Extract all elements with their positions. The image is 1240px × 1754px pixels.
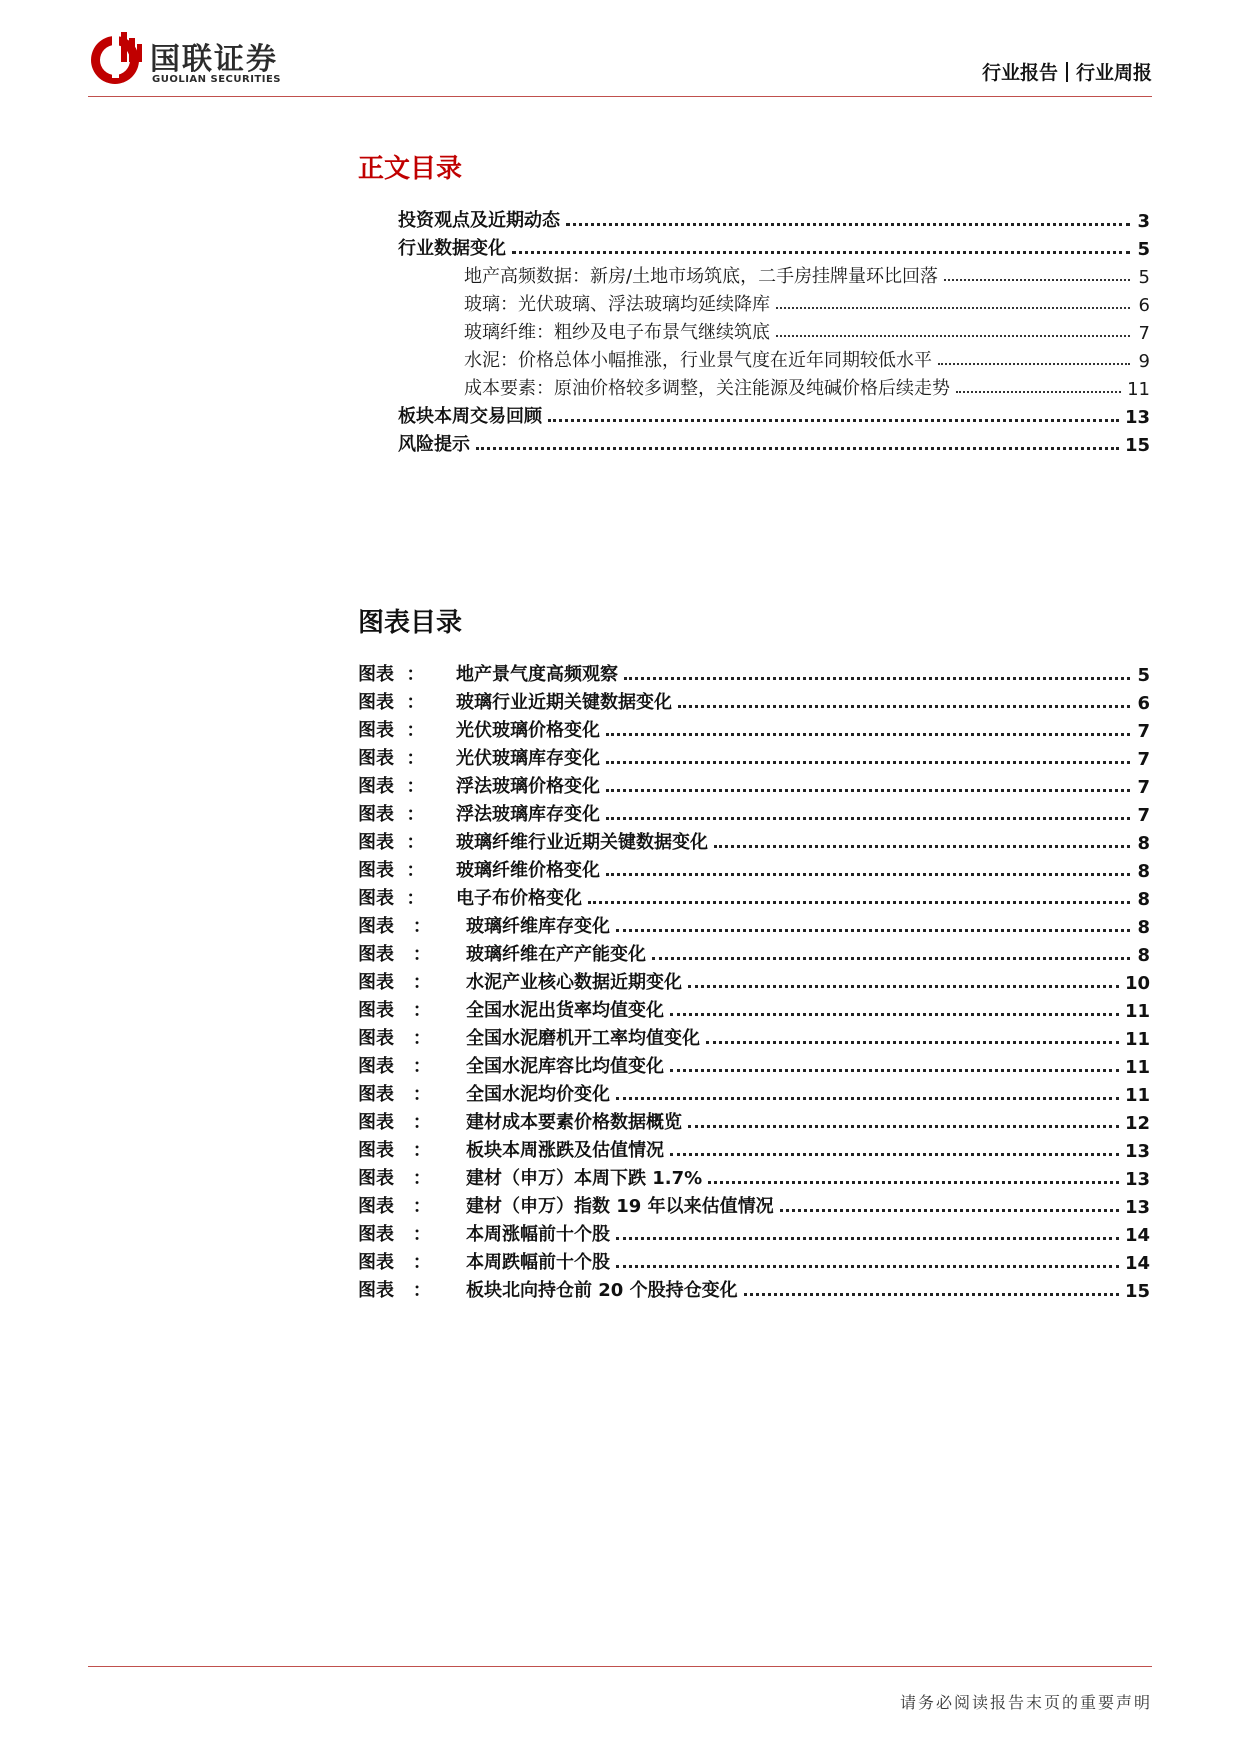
toc-leader <box>776 287 1130 309</box>
figure-entry[interactable] <box>358 770 1150 798</box>
figure-entry-title: 玻璃行业近期关键数据变化 <box>456 692 672 713</box>
figure-entry-page: 12 <box>1124 1113 1150 1134</box>
toc-entry-page: 5 <box>1138 267 1150 288</box>
figure-entry-title: 全国水泥出货率均值变化 <box>466 1000 664 1021</box>
figure-entry[interactable] <box>358 910 1150 938</box>
toc-leader <box>606 853 1130 876</box>
toc-leader <box>714 825 1130 848</box>
toc-leader <box>624 657 1130 680</box>
figure-entry[interactable] <box>358 686 1150 714</box>
toc-subentry[interactable] <box>398 316 1150 344</box>
figure-entry-title: 浮法玻璃价格变化 <box>456 776 600 797</box>
figure-entry-page: 8 <box>1137 833 1150 854</box>
toc-entry[interactable] <box>398 204 1150 232</box>
figure-entry-page: 5 <box>1137 665 1150 686</box>
figure-label: 图表 ： <box>358 944 431 965</box>
toc-leader <box>652 937 1130 960</box>
toc-entry-page: 13 <box>1124 407 1150 428</box>
figure-entry[interactable] <box>358 1274 1150 1302</box>
figure-label: 图表 ： <box>358 720 425 741</box>
toc-leader <box>670 993 1119 1016</box>
figure-entry-title: 建材（申万）本周下跌 1.7% <box>466 1168 703 1189</box>
figure-entry[interactable] <box>358 966 1150 994</box>
toc-leader <box>780 1189 1119 1212</box>
figure-entry-title: 玻璃纤维库存变化 <box>466 916 610 937</box>
figure-entry[interactable] <box>358 1078 1150 1106</box>
figure-entry[interactable] <box>358 1022 1150 1050</box>
figure-entry[interactable] <box>358 1190 1150 1218</box>
figure-entry-title: 建材成本要素价格数据概览 <box>466 1112 682 1133</box>
toc-leader <box>744 1273 1119 1296</box>
guolian-logo <box>88 30 328 92</box>
toc-leader <box>944 259 1130 281</box>
figure-label: 图表 ： <box>358 972 431 993</box>
figure-label: 图表 ： <box>358 776 425 797</box>
figure-entry-page: 8 <box>1137 945 1150 966</box>
header-divider <box>88 96 1152 97</box>
figure-entry-page: 7 <box>1137 721 1150 742</box>
figure-entry[interactable] <box>358 742 1150 770</box>
figure-label: 图表 ： <box>358 1056 431 1077</box>
toc-leader <box>606 769 1130 792</box>
toc-entry-title: 地产高频数据：新房/土地市场筑底，二手房挂牌量环比回落 <box>464 266 939 287</box>
figure-label: 图表 ： <box>358 692 425 713</box>
toc-leader <box>616 909 1130 932</box>
figure-entry[interactable] <box>358 714 1150 742</box>
figure-entry[interactable] <box>358 1106 1150 1134</box>
main-toc <box>398 204 1150 456</box>
figure-entry-title: 板块本周涨跌及估值情况 <box>466 1140 664 1161</box>
toc-leader <box>588 881 1130 904</box>
figure-entry-title: 全国水泥均价变化 <box>466 1084 610 1105</box>
report-category: 行业报告 <box>981 62 1058 84</box>
figure-label: 图表 ： <box>358 804 425 825</box>
figure-label: 图表 ： <box>358 1140 431 1161</box>
figure-entry-page: 10 <box>1124 973 1150 994</box>
figure-label: 图表 ： <box>358 916 431 937</box>
toc-entry[interactable] <box>398 400 1150 428</box>
main-toc-title: 正文目录 <box>358 154 463 184</box>
toc-entry-page: 6 <box>1138 295 1150 316</box>
figure-entry-title: 本周跌幅前十个股 <box>466 1252 610 1273</box>
figure-entry-page: 8 <box>1137 861 1150 882</box>
page-header <box>0 0 1240 100</box>
figure-label: 图表 ： <box>358 860 425 881</box>
figure-entry[interactable] <box>358 826 1150 854</box>
toc-leader <box>938 343 1130 365</box>
toc-leader <box>776 315 1130 337</box>
figure-entry-page: 15 <box>1124 1281 1150 1302</box>
toc-entry-title: 投资观点及近期动态 <box>398 210 560 231</box>
figure-label: 图表 ： <box>358 748 425 769</box>
figure-label: 图表 ： <box>358 1028 431 1049</box>
figure-entry[interactable] <box>358 854 1150 882</box>
toc-leader <box>688 1105 1119 1128</box>
figure-entry-page: 14 <box>1124 1253 1150 1274</box>
logo-en-text: GUOLIAN SECURITIES <box>152 74 281 85</box>
logo-cn-text: 国联证券 <box>150 42 278 77</box>
figure-entry-title: 本周涨幅前十个股 <box>466 1224 610 1245</box>
figure-label: 图表 ： <box>358 1196 431 1217</box>
toc-leader <box>688 965 1119 988</box>
figure-entry-page: 8 <box>1137 889 1150 910</box>
figure-entry[interactable] <box>358 1134 1150 1162</box>
toc-entry-title: 玻璃：光伏玻璃、浮法玻璃均延续降库 <box>464 294 770 315</box>
toc-entry-page: 5 <box>1137 239 1150 260</box>
toc-leader <box>616 1077 1119 1100</box>
figure-entry-title: 玻璃纤维在产产能变化 <box>466 944 646 965</box>
toc-entry-title: 行业数据变化 <box>398 238 506 259</box>
figure-entry-title: 水泥产业核心数据近期变化 <box>466 972 682 993</box>
toc-leader <box>512 231 1130 254</box>
figure-label: 图表 ： <box>358 1252 431 1273</box>
figure-label: 图表 ： <box>358 664 425 685</box>
guolian-logo-icon <box>88 30 146 88</box>
toc-leader <box>670 1049 1119 1072</box>
figure-entry-title: 光伏玻璃库存变化 <box>456 748 600 769</box>
figure-entry-page: 13 <box>1124 1169 1150 1190</box>
report-type <box>982 58 1152 85</box>
figure-entry[interactable] <box>358 994 1150 1022</box>
figure-label: 图表 ： <box>358 1224 431 1245</box>
toc-leader <box>606 797 1130 820</box>
figure-label: 图表 ： <box>358 832 425 853</box>
toc-leader <box>606 713 1130 736</box>
toc-leader <box>548 399 1119 422</box>
figure-entry-title: 全国水泥库容比均值变化 <box>466 1056 664 1077</box>
header-separator <box>1066 62 1068 82</box>
figure-entry-page: 13 <box>1124 1197 1150 1218</box>
toc-leader <box>606 741 1130 764</box>
figure-entry-page: 11 <box>1124 1085 1150 1106</box>
toc-entry-title: 板块本周交易回顾 <box>398 406 542 427</box>
figure-entry-title: 全国水泥磨机开工率均值变化 <box>466 1028 700 1049</box>
figure-entry-page: 13 <box>1124 1141 1150 1162</box>
figure-toc-title: 图表目录 <box>358 608 463 638</box>
figure-entry-title: 建材（申万）指数 19 年以来估值情况 <box>466 1196 774 1217</box>
report-subtype: 行业周报 <box>1075 62 1152 84</box>
figure-entry-page: 11 <box>1124 1029 1150 1050</box>
figure-label: 图表 ： <box>358 1084 431 1105</box>
figure-entry-title: 浮法玻璃库存变化 <box>456 804 600 825</box>
figure-entry[interactable] <box>358 1246 1150 1274</box>
toc-entry-page: 7 <box>1138 323 1150 344</box>
figure-toc <box>358 658 1150 1302</box>
figure-entry-page: 7 <box>1137 805 1150 826</box>
toc-leader <box>670 1133 1119 1156</box>
figure-label: 图表 ： <box>358 1168 431 1189</box>
figure-entry[interactable] <box>358 1218 1150 1246</box>
figure-entry-title: 玻璃纤维行业近期关键数据变化 <box>456 832 708 853</box>
toc-entry-title: 水泥：价格总体小幅推涨，行业景气度在近年同期较低水平 <box>464 350 932 371</box>
toc-subentry[interactable] <box>398 372 1150 400</box>
figure-entry[interactable] <box>358 938 1150 966</box>
figure-entry[interactable] <box>358 1162 1150 1190</box>
toc-entry-title: 风险提示 <box>398 434 470 455</box>
figure-entry[interactable] <box>358 798 1150 826</box>
toc-subentry[interactable] <box>398 288 1150 316</box>
toc-entry-page: 9 <box>1138 351 1150 372</box>
figure-label: 图表 ： <box>358 1000 431 1021</box>
toc-leader <box>708 1161 1119 1184</box>
figure-entry-title: 光伏玻璃价格变化 <box>456 720 600 741</box>
figure-entry-page: 11 <box>1124 1057 1150 1078</box>
toc-subentry[interactable] <box>398 344 1150 372</box>
toc-leader <box>566 203 1130 226</box>
figure-label: 图表 ： <box>358 1280 431 1301</box>
figure-entry-page: 7 <box>1137 777 1150 798</box>
toc-entry-page: 15 <box>1124 435 1150 456</box>
toc-entry[interactable] <box>398 232 1150 260</box>
figure-entry-title: 地产景气度高频观察 <box>456 664 618 685</box>
figure-entry-page: 6 <box>1137 693 1150 714</box>
toc-leader <box>678 685 1130 708</box>
figure-entry[interactable] <box>358 658 1150 686</box>
figure-label: 图表 ： <box>358 1112 431 1133</box>
figure-entry-page: 11 <box>1124 1001 1150 1022</box>
toc-leader <box>476 427 1119 450</box>
figure-entry-page: 14 <box>1124 1225 1150 1246</box>
figure-label: 图表 ： <box>358 888 425 909</box>
toc-entry[interactable] <box>398 428 1150 456</box>
toc-entry-page: 11 <box>1127 379 1150 400</box>
footer-divider <box>88 1666 1152 1667</box>
toc-entry-title: 成本要素：原油价格较多调整，关注能源及纯碱价格后续走势 <box>464 378 950 399</box>
footer-disclaimer-notice: 请务必阅读报告末页的重要声明 <box>899 1693 1152 1712</box>
figure-entry[interactable] <box>358 882 1150 910</box>
figure-entry-page: 7 <box>1137 749 1150 770</box>
toc-entry-title: 玻璃纤维：粗纱及电子布景气继续筑底 <box>464 322 770 343</box>
figure-entry-title: 电子布价格变化 <box>456 888 582 909</box>
toc-leader <box>956 371 1121 393</box>
toc-entry-page: 3 <box>1137 211 1150 232</box>
figure-entry-title: 玻璃纤维价格变化 <box>456 860 600 881</box>
toc-leader <box>616 1245 1119 1268</box>
toc-leader <box>706 1021 1119 1044</box>
toc-subentry[interactable] <box>398 260 1150 288</box>
figure-entry-page: 8 <box>1137 917 1150 938</box>
figure-entry-title: 板块北向持仓前 20 个股持仓变化 <box>466 1280 738 1301</box>
figure-entry[interactable] <box>358 1050 1150 1078</box>
toc-leader <box>616 1217 1119 1240</box>
